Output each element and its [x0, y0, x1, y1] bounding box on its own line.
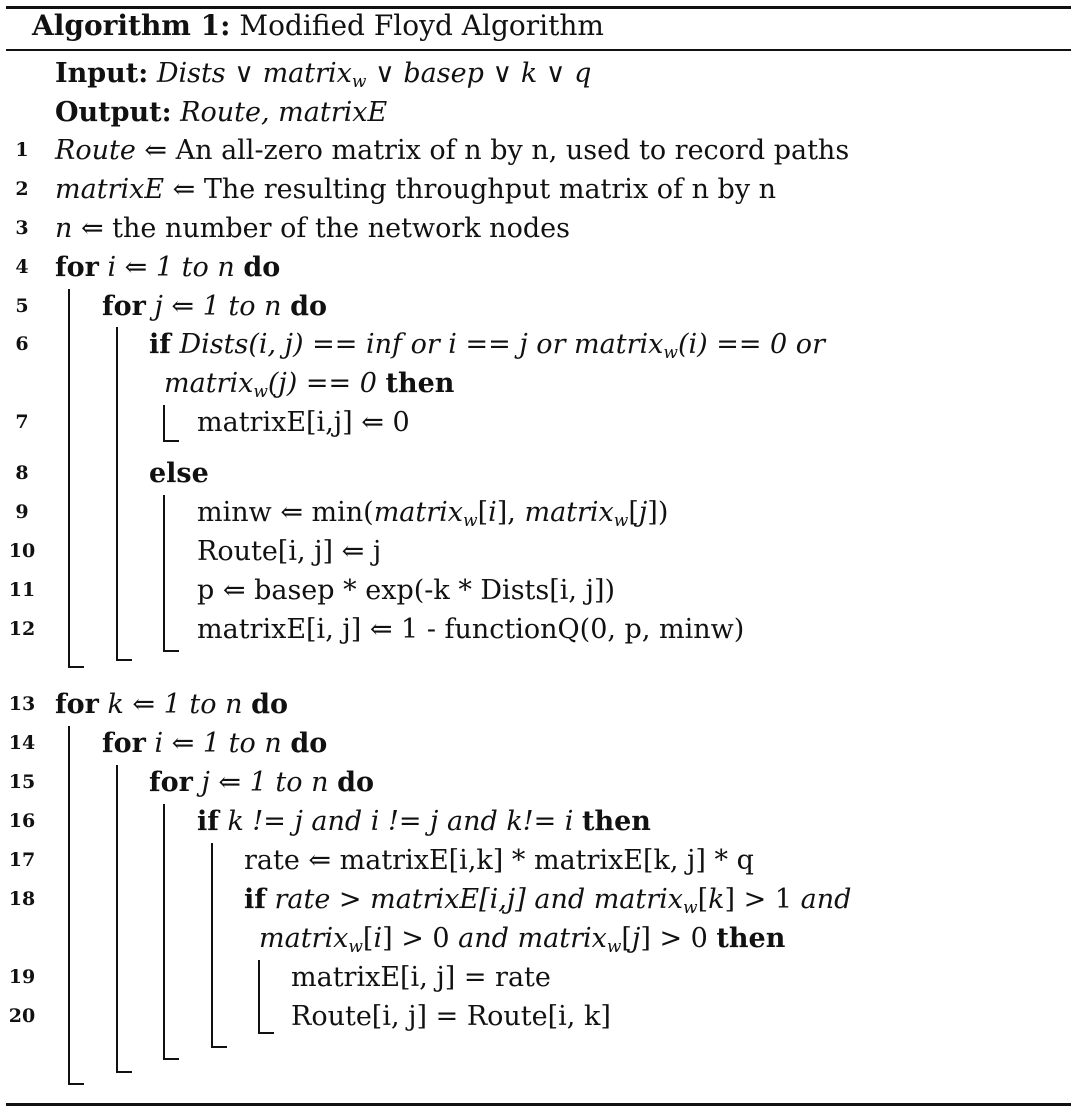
- line-content: matrix$_w$(j) == 0 then: [164, 368, 455, 402]
- line-number: 8: [15, 462, 29, 484]
- output-label: Output:: [55, 97, 172, 128]
- header-rule: [6, 49, 1071, 51]
- line-number: 16: [8, 810, 36, 832]
- line-content: matrixE[i, j] ⇐ 1 - functionQ(0, p, minw): [197, 614, 745, 645]
- block-end-for-j2: [163, 1058, 179, 1060]
- line-number: 17: [8, 849, 36, 871]
- line-content: for j ⇐ 1 to n do: [102, 291, 327, 322]
- block-bar-else: [163, 495, 165, 652]
- line-content: if Dists(i, j) == inf or i == j or matrix$_w$(i) == 0 or: [149, 329, 825, 363]
- line-number: 20: [8, 1005, 36, 1027]
- algorithm-name: Modified Floyd Algorithm: [239, 9, 604, 42]
- line-content: matrixE[i,j] ⇐ 0: [197, 407, 410, 438]
- input-pre: Dists ∨ matrix: [156, 58, 352, 89]
- line-content: for k ⇐ 1 to n do: [55, 689, 288, 720]
- line-number: 5: [15, 295, 29, 317]
- block-end-for-j: [116, 659, 132, 661]
- algorithm-caption: [32, 8, 604, 44]
- line-content: for i ⇐ 1 to n do: [102, 728, 328, 759]
- block-bar-for-j2: [163, 804, 165, 1060]
- line-content: p ⇐ basep * exp(-k * Dists[i, j]): [197, 575, 616, 606]
- line-number: 9: [15, 501, 29, 523]
- line-content: if k != j and i != j and k!= i then: [197, 806, 651, 837]
- line-number: 19: [8, 966, 36, 988]
- line-content: n ⇐ the number of the network nodes: [55, 213, 570, 244]
- bottom-rule: [6, 1103, 1071, 1106]
- block-bar-if-16: [211, 843, 213, 1048]
- line-content: for i ⇐ 1 to n do: [55, 252, 281, 283]
- line-content: Route[i, j] ⇐ j: [197, 536, 382, 567]
- block-bar-then: [163, 405, 165, 442]
- line-content: for j ⇐ 1 to n do: [149, 767, 374, 798]
- line-content: else: [149, 458, 209, 489]
- line-number: 18: [8, 888, 36, 910]
- line-number: 1: [15, 139, 29, 161]
- output-value: Route, matrixE: [180, 97, 388, 128]
- block-bar-for-i2: [116, 765, 118, 1073]
- line-content: Route[i, j] = Route[i, k]: [291, 1001, 611, 1032]
- line-number: 3: [15, 217, 29, 239]
- algorithm-label: Algorithm 1:: [32, 9, 231, 42]
- line-number: 11: [8, 579, 36, 601]
- line-number: 14: [8, 732, 36, 754]
- block-bar-for-k: [68, 726, 70, 1085]
- line-number: 13: [8, 693, 36, 715]
- line-number: 15: [8, 771, 36, 793]
- line-number: 7: [15, 411, 29, 433]
- input-line: [55, 54, 591, 93]
- line-number: 10: [8, 540, 36, 562]
- line-content: minw ⇐ min(matrix$_w$[i], matrix$_w$[j]): [197, 497, 669, 531]
- line-content: rate ⇐ matrixE[i,k] * matrixE[k, j] * q: [244, 845, 754, 876]
- input-label: Input:: [55, 58, 149, 89]
- block-bar-for-j: [116, 327, 118, 661]
- line-content: matrixE ⇐ The resulting throughput matrix of n by n: [55, 174, 777, 205]
- input-sub: w: [351, 72, 367, 92]
- block-end-if-18: [258, 1032, 274, 1034]
- output-line: [55, 93, 387, 132]
- block-end-else: [163, 650, 179, 652]
- block-end-for-i2: [116, 1071, 132, 1073]
- block-end-if-16: [211, 1046, 227, 1048]
- block-bar-if-18: [258, 960, 260, 1034]
- block-end-then: [163, 440, 179, 442]
- line-content: matrixE[i, j] = rate: [291, 962, 551, 993]
- line-content: matrix$_w$[i] > 0 and matrix$_w$[j] > 0 then: [259, 923, 786, 957]
- line-number: 2: [15, 178, 29, 200]
- line-content: if rate > matrixE[i,j] and matrix$_w$[k] > 1 and: [244, 884, 852, 918]
- line-number: 4: [15, 256, 29, 278]
- block-bar-for-i: [68, 289, 70, 668]
- line-number: 6: [15, 333, 29, 355]
- block-end-for-k: [68, 1083, 84, 1085]
- block-end-for-i: [68, 666, 84, 668]
- line-number: 12: [8, 618, 36, 640]
- line-content: Route ⇐ An all-zero matrix of n by n, used to record paths: [55, 135, 850, 166]
- input-post: ∨ basep ∨ k ∨ q: [366, 58, 592, 89]
